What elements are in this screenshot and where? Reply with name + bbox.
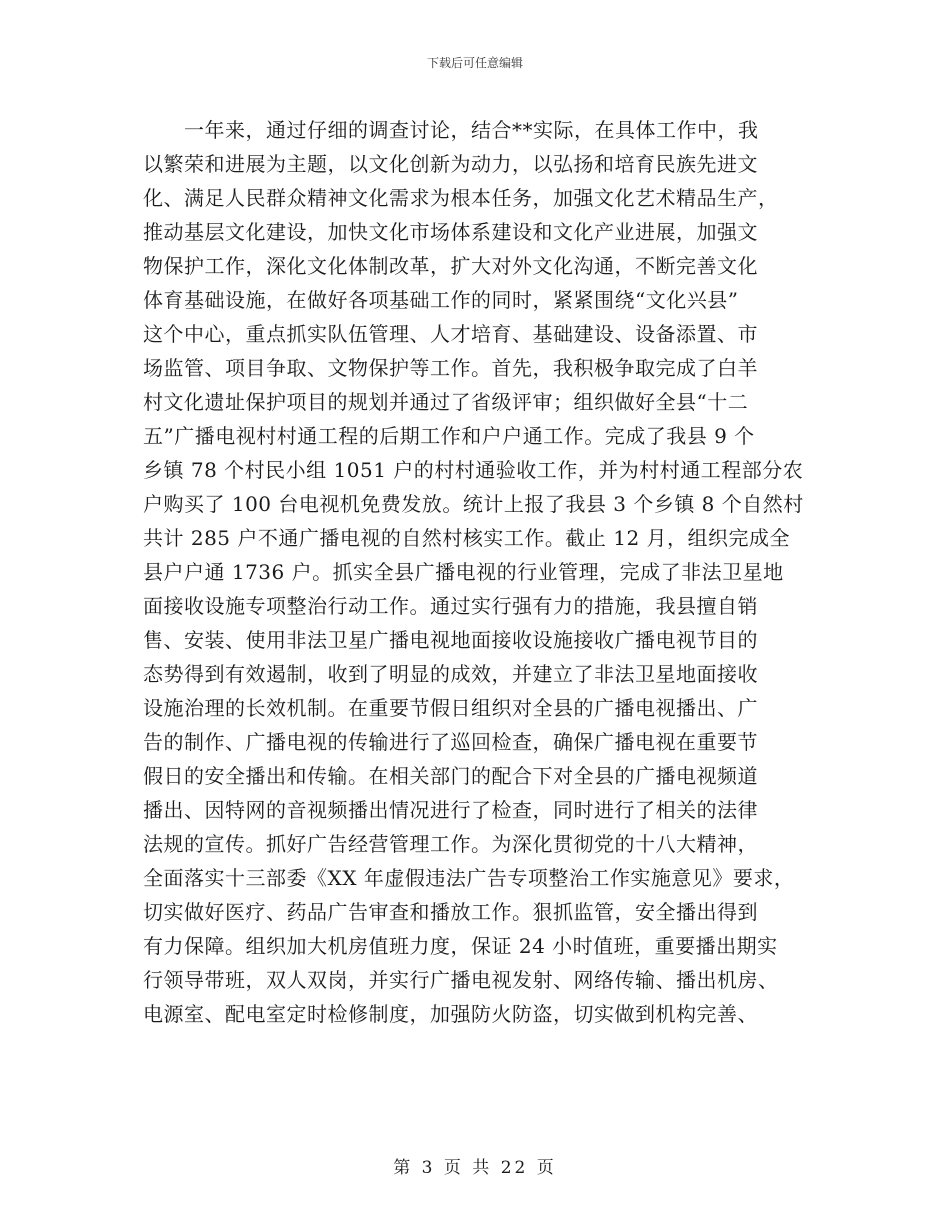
text-line: 体育基础设施，在做好各项基础工作的同时，紧紧围绕“文化兴县”	[143, 288, 739, 312]
text-line: 村文化遗址保护项目的规划并通过了省级评审；组织做好全县“十二	[143, 390, 749, 414]
text-line: 电源室、配电室定时检修制度，加强防火防盗，切实做到机构完善、	[143, 1002, 758, 1026]
text-line: 五”广播电视村村通工程的后期工作和户户通工作。完成了我县 9 个	[143, 424, 755, 448]
text-line: 有力保障。组织加大机房值班力度，保证 24 小时值班，重要播出期实	[143, 934, 778, 958]
text-line: 行领导带班，双人双岗，并实行广播电视发射、网络传输、播出机房、	[143, 968, 779, 992]
page-header: 下载后可任意编辑	[426, 56, 523, 70]
text-line: 物保护工作，深化文化体制改革，扩大对外文化沟通，不断完善文化	[143, 254, 758, 278]
text-line: 告的制作、广播电视的传输进行了巡回检查，确保广播电视在重要节	[143, 730, 758, 754]
text-line: 化、满足人民群众精神文化需求为根本任务，加强文化艺术精品生产，	[143, 186, 779, 210]
text-line: 这个中心，重点抓实队伍管理、人才培育、基础建设、设备添置、市	[143, 322, 758, 346]
text-line: 切实做好医疗、药品广告审查和播放工作。狠抓监管，安全播出得到	[143, 900, 758, 924]
text-line: 态势得到有效遏制，收到了明显的成效，并建立了非法卫星地面接收	[143, 662, 758, 686]
text-line: 场监管、项目争取、文物保护等工作。首先，我积极争取完成了白羊	[143, 356, 758, 380]
text-line: 全面落实十三部委《XX 年虚假违法广告专项整治工作实施意见》要求，	[143, 866, 795, 890]
text-line: 户购买了 100 台电视机免费发放。统计上报了我县 3 个乡镇 8 个自然村	[143, 492, 804, 516]
text-line: 设施治理的长效机制。在重要节假日组织对全县的广播电视播出、广	[143, 696, 758, 720]
page-number-footer: 第 3 页 共 22 页	[393, 1158, 557, 1178]
text-line: 共计 285 户不通广播电视的自然村核实工作。截止 12 月，组织完成全	[143, 526, 791, 550]
text-line: 播出、因特网的音视频播出情况进行了检查，同时进行了相关的法律	[143, 798, 758, 822]
text-line: 县户户通 1736 户。抓实全县广播电视的行业管理，完成了非法卫星地	[143, 560, 784, 584]
document-body	[143, 113, 808, 1031]
text-line: 推动基层文化建设，加快文化市场体系建设和文化产业进展，加强文	[143, 220, 758, 244]
text-line: 乡镇 78 个村民小组 1051 户的村村通验收工作，并为村村通工程部分农	[143, 458, 804, 482]
text-line: 售、安装、使用非法卫星广播电视地面接收设施接收广播电视节目的	[143, 628, 758, 652]
text-line: 假日的安全播出和传输。在相关部门的配合下对全县的广播电视频道	[143, 764, 758, 788]
text-line: 面接收设施专项整治行动工作。通过实行强有力的措施，我县擅自销	[143, 594, 758, 618]
text-line: 以繁荣和进展为主题，以文化创新为动力，以弘扬和培育民族先进文	[143, 152, 758, 176]
text-line: 一年来，通过仔细的调查讨论，结合**实际，在具体工作中，我	[143, 118, 759, 142]
text-line: 法规的宣传。抓好广告经营管理工作。为深化贯彻党的十八大精神，	[143, 832, 758, 856]
